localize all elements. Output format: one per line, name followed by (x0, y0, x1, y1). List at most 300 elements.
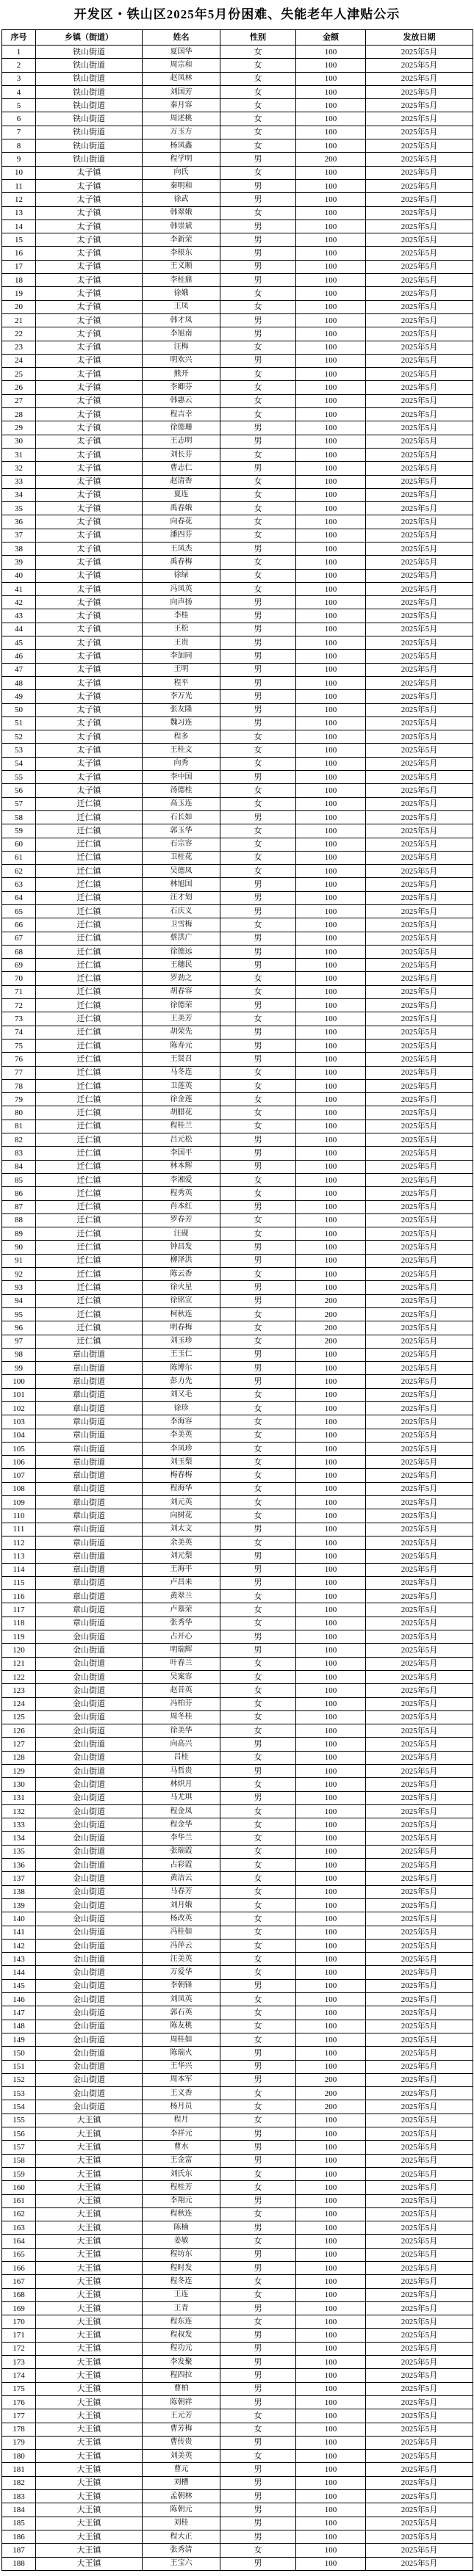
table-row (2, 2221, 473, 2235)
cell-amount: 100 (296, 287, 366, 300)
cell-name: 黄洁云 (143, 1872, 220, 1885)
cell-name: 刘凤英 (143, 1993, 220, 2006)
cell-amount: 100 (296, 1859, 366, 1872)
cell-amount: 100 (296, 1187, 366, 1200)
cell-gender: 男 (220, 1362, 296, 1375)
cell-town: 金山街道 (36, 1697, 143, 1710)
cell-gender: 男 (220, 1630, 296, 1644)
cell-name: 徐德珊 (143, 421, 220, 435)
cell-index: 154 (2, 2100, 36, 2114)
cell-gender: 女 (220, 2020, 296, 2033)
cell-amount: 100 (296, 2463, 366, 2476)
cell-date: 2025年5月 (366, 112, 473, 126)
cell-name: 程功元 (143, 2342, 220, 2355)
cell-index: 54 (2, 757, 36, 770)
cell-date: 2025年5月 (366, 1429, 473, 1442)
cell-date: 2025年5月 (366, 1791, 473, 1804)
cell-index: 63 (2, 878, 36, 891)
table-row (2, 381, 473, 394)
cell-name: 刘长芬 (143, 448, 220, 461)
cell-gender: 男 (220, 2154, 296, 2167)
cell-name: 胡春容 (143, 985, 220, 998)
cell-name: 石庆义 (143, 905, 220, 918)
cell-name: 林炽月 (143, 1778, 220, 1791)
cell-amount: 100 (296, 139, 366, 153)
cell-gender: 女 (220, 2544, 296, 2557)
cell-date: 2025年5月 (366, 2382, 473, 2395)
cell-gender: 女 (220, 730, 296, 744)
cell-amount: 100 (296, 824, 366, 838)
cell-amount: 100 (296, 1724, 366, 1738)
cell-name: 向声扬 (143, 596, 220, 609)
table-row (2, 1751, 473, 1764)
cell-gender: 男 (220, 676, 296, 689)
cell-index: 65 (2, 905, 36, 918)
cell-date: 2025年5月 (366, 1213, 473, 1227)
cell-date: 2025年5月 (366, 1469, 473, 1482)
table-row (2, 1335, 473, 1348)
cell-amount: 100 (296, 1710, 366, 1724)
cell-index: 121 (2, 1657, 36, 1670)
cell-date: 2025年5月 (366, 1724, 473, 1738)
cell-amount: 100 (296, 2395, 366, 2409)
cell-index: 143 (2, 1953, 36, 1966)
cell-town: 太子镇 (36, 233, 143, 247)
cell-name: 汪美英 (143, 1953, 220, 1966)
cell-amount: 200 (296, 2087, 366, 2100)
cell-gender: 女 (220, 2087, 296, 2100)
cell-index: 140 (2, 1912, 36, 1926)
cell-date: 2025年5月 (366, 1644, 473, 1657)
cell-town: 金山街道 (36, 1966, 143, 1979)
cell-index: 27 (2, 394, 36, 407)
cell-amount: 100 (296, 1832, 366, 1845)
cell-amount: 100 (296, 851, 366, 864)
table-row (2, 972, 473, 985)
cell-name: 明欢兴 (143, 354, 220, 367)
cell-amount: 100 (296, 1482, 366, 1495)
cell-gender: 女 (220, 1885, 296, 1898)
table-row (2, 918, 473, 932)
cell-index: 13 (2, 206, 36, 219)
cell-index: 55 (2, 771, 36, 784)
cell-town: 金山街道 (36, 1684, 143, 1697)
cell-amount: 100 (296, 1039, 366, 1052)
cell-amount: 100 (296, 1536, 366, 1549)
cell-amount: 100 (296, 2450, 366, 2463)
cell-amount: 100 (296, 2047, 366, 2060)
cell-index: 59 (2, 824, 36, 838)
cell-date: 2025年5月 (366, 2033, 473, 2046)
cell-index: 68 (2, 945, 36, 958)
cell-amount: 100 (296, 918, 366, 932)
cell-name: 冯凤英 (143, 582, 220, 595)
cell-town: 大王镇 (36, 2167, 143, 2180)
table-row (2, 2409, 473, 2423)
cell-index: 118 (2, 1617, 36, 1630)
cell-gender: 男 (220, 2301, 296, 2315)
cell-town: 金山街道 (36, 1657, 143, 1670)
cell-amount: 100 (296, 569, 366, 582)
cell-gender: 女 (220, 1966, 296, 1979)
table-row (2, 1724, 473, 1738)
cell-name: 卫桂花 (143, 851, 220, 864)
cell-amount: 100 (296, 932, 366, 945)
cell-name: 禹春娥 (143, 502, 220, 515)
cell-name: 秦月容 (143, 99, 220, 112)
cell-gender: 男 (220, 2463, 296, 2476)
cell-amount: 100 (296, 2020, 366, 2033)
cell-date: 2025年5月 (366, 502, 473, 515)
cell-index: 29 (2, 421, 36, 435)
table-row (2, 2382, 473, 2395)
cell-gender: 男 (220, 1241, 296, 1254)
cell-amount: 200 (296, 2100, 366, 2114)
cell-date: 2025年5月 (366, 2544, 473, 2557)
cell-index: 83 (2, 1147, 36, 1160)
cell-town: 大王镇 (36, 2194, 143, 2207)
cell-town: 大王镇 (36, 2463, 143, 2476)
cell-name: 陈寿元 (143, 1039, 220, 1052)
cell-gender: 女 (220, 1442, 296, 1455)
cell-date: 2025年5月 (366, 1670, 473, 1683)
cell-gender: 男 (220, 663, 296, 676)
cell-amount: 100 (296, 2409, 366, 2423)
cell-town: 金山街道 (36, 1832, 143, 1845)
cell-index: 128 (2, 1751, 36, 1764)
cell-name: 王连 (143, 2288, 220, 2301)
cell-name: 曹芳梅 (143, 2423, 220, 2436)
cell-index: 135 (2, 1845, 36, 1858)
cell-name: 程叔发 (143, 2329, 220, 2342)
cell-index: 180 (2, 2450, 36, 2463)
cell-index: 175 (2, 2382, 36, 2395)
cell-gender: 男 (220, 905, 296, 918)
cell-amount: 200 (296, 1294, 366, 1307)
table-row (2, 2006, 473, 2020)
cell-index: 1 (2, 46, 36, 59)
cell-gender: 男 (220, 2490, 296, 2503)
cell-town: 大王镇 (36, 2490, 143, 2503)
cell-index: 6 (2, 112, 36, 126)
cell-date: 2025年5月 (366, 2248, 473, 2261)
cell-gender: 男 (220, 2073, 296, 2086)
cell-name: 万玉方 (143, 126, 220, 139)
table-row (2, 2517, 473, 2530)
cell-name: 孟朝林 (143, 2490, 220, 2503)
cell-town: 迁仁镇 (36, 905, 143, 918)
cell-name: 余美英 (143, 1536, 220, 1549)
cell-town: 迁仁镇 (36, 1012, 143, 1026)
cell-date: 2025年5月 (366, 1281, 473, 1294)
cell-date: 2025年5月 (366, 1845, 473, 1858)
cell-amount: 100 (296, 341, 366, 354)
table-row (2, 1953, 473, 1966)
cell-amount: 100 (296, 1563, 366, 1576)
table-row (2, 1496, 473, 1509)
cell-amount: 100 (296, 502, 366, 515)
cell-index: 66 (2, 918, 36, 932)
cell-gender: 女 (220, 126, 296, 139)
cell-date: 2025年5月 (366, 1872, 473, 1885)
cell-town: 大王镇 (36, 2288, 143, 2301)
cell-date: 2025年5月 (366, 1173, 473, 1186)
cell-name: 周述桃 (143, 112, 220, 126)
table-row (2, 206, 473, 219)
cell-name: 张秀清 (143, 2544, 220, 2557)
cell-name: 李美英 (143, 1429, 220, 1442)
cell-amount: 100 (296, 636, 366, 650)
cell-name: 杨月员 (143, 2100, 220, 2114)
cell-name: 程秀英 (143, 1187, 220, 1200)
cell-gender: 男 (220, 2356, 296, 2369)
cell-index: 92 (2, 1268, 36, 1281)
cell-name: 冯萍云 (143, 1939, 220, 1952)
cell-index: 20 (2, 300, 36, 313)
cell-name: 陈朝元 (143, 2503, 220, 2517)
cell-index: 87 (2, 1200, 36, 1213)
cell-town: 太子镇 (36, 542, 143, 555)
cell-date: 2025年5月 (366, 2288, 473, 2301)
cell-amount: 100 (296, 1469, 366, 1482)
cell-gender: 男 (220, 2557, 296, 2570)
cell-gender: 女 (220, 1496, 296, 1509)
table-row (2, 1939, 473, 1952)
cell-date: 2025年5月 (366, 1227, 473, 1241)
cell-amount: 100 (296, 2194, 366, 2207)
cell-date: 2025年5月 (366, 1026, 473, 1039)
table-row (2, 824, 473, 838)
table-row (2, 1321, 473, 1335)
cell-amount: 100 (296, 2060, 366, 2073)
cell-amount: 100 (296, 1106, 366, 1120)
cell-amount: 100 (296, 394, 366, 407)
cell-gender: 女 (220, 784, 296, 797)
table-row (2, 126, 473, 139)
cell-town: 金山街道 (36, 1845, 143, 1858)
cell-gender: 女 (220, 797, 296, 810)
cell-gender: 男 (220, 1348, 296, 1361)
cell-town: 太子镇 (36, 475, 143, 488)
cell-gender: 男 (220, 435, 296, 448)
cell-index: 123 (2, 1684, 36, 1697)
cell-index: 124 (2, 1697, 36, 1710)
table-row (2, 1523, 473, 1536)
table-row (2, 1281, 473, 1294)
cell-name: 姜敏 (143, 2235, 220, 2248)
cell-amount: 100 (296, 784, 366, 797)
cell-index: 117 (2, 1603, 36, 1617)
cell-name: 赵凤林 (143, 72, 220, 85)
cell-date: 2025年5月 (366, 1657, 473, 1670)
cell-town: 迁仁镇 (36, 1066, 143, 1079)
cell-town: 迁仁镇 (36, 1268, 143, 1281)
cell-amount: 100 (296, 1213, 366, 1227)
cell-amount: 100 (296, 1066, 366, 1079)
table-row (2, 2301, 473, 2315)
cell-town: 章山街道 (36, 1442, 143, 1455)
cell-date: 2025年5月 (366, 851, 473, 864)
cell-name: 赵昔英 (143, 1684, 220, 1697)
cell-gender: 男 (220, 1375, 296, 1388)
cell-town: 金山街道 (36, 2020, 143, 2033)
cell-amount: 100 (296, 1979, 366, 1992)
cell-date: 2025年5月 (366, 1133, 473, 1147)
table-row (2, 596, 473, 609)
cell-date: 2025年5月 (366, 1550, 473, 1563)
cell-date: 2025年5月 (366, 1939, 473, 1952)
table-row (2, 1993, 473, 2006)
cell-name: 韩翠娥 (143, 206, 220, 219)
table-row (2, 462, 473, 475)
cell-index: 164 (2, 2235, 36, 2248)
cell-town: 章山街道 (36, 1469, 143, 1482)
cell-gender: 女 (220, 1173, 296, 1186)
cell-town: 大王镇 (36, 2557, 143, 2570)
cell-name: 禹春梅 (143, 556, 220, 569)
cell-gender: 女 (220, 1670, 296, 1683)
cell-gender: 女 (220, 1066, 296, 1079)
cell-gender: 女 (220, 1939, 296, 1952)
cell-index: 116 (2, 1590, 36, 1603)
cell-index: 141 (2, 1926, 36, 1939)
cell-index: 39 (2, 556, 36, 569)
cell-date: 2025年5月 (366, 784, 473, 797)
cell-index: 2 (2, 59, 36, 72)
cell-name: 刘月娥 (143, 1898, 220, 1912)
table-row (2, 2060, 473, 2073)
cell-name: 向秀 (143, 757, 220, 770)
cell-index: 11 (2, 179, 36, 192)
cell-date: 2025年5月 (366, 1039, 473, 1052)
cell-amount: 100 (296, 219, 366, 233)
cell-name: 柳泽洪 (143, 1254, 220, 1267)
table-row (2, 2181, 473, 2194)
cell-town: 太子镇 (36, 300, 143, 313)
cell-gender: 男 (220, 690, 296, 703)
cell-amount: 100 (296, 1281, 366, 1294)
cell-date: 2025年5月 (366, 394, 473, 407)
table-row (2, 1791, 473, 1804)
cell-index: 108 (2, 1482, 36, 1495)
cell-date: 2025年5月 (366, 2476, 473, 2489)
cell-town: 迁仁镇 (36, 810, 143, 824)
cell-date: 2025年5月 (366, 2020, 473, 2033)
cell-gender: 女 (220, 1012, 296, 1026)
table-row (2, 72, 473, 85)
cell-gender: 男 (220, 1523, 296, 1536)
cell-date: 2025年5月 (366, 2530, 473, 2543)
cell-gender: 女 (220, 851, 296, 864)
cell-amount: 100 (296, 1603, 366, 1617)
cell-index: 17 (2, 260, 36, 273)
cell-index: 4 (2, 85, 36, 98)
cell-date: 2025年5月 (366, 1187, 473, 1200)
table-row (2, 932, 473, 945)
cell-gender: 男 (220, 354, 296, 367)
cell-gender: 女 (220, 1106, 296, 1120)
cell-name: 魏习连 (143, 716, 220, 730)
cell-index: 28 (2, 408, 36, 421)
cell-name: 李卿芬 (143, 381, 220, 394)
cell-index: 185 (2, 2517, 36, 2530)
cell-date: 2025年5月 (366, 1778, 473, 1791)
cell-town: 迁仁镇 (36, 1160, 143, 1173)
cell-date: 2025年5月 (366, 972, 473, 985)
cell-town: 迁仁镇 (36, 1307, 143, 1321)
cell-date: 2025年5月 (366, 1697, 473, 1710)
cell-name: 明瑞辉 (143, 1644, 220, 1657)
cell-index: 8 (2, 139, 36, 153)
table-row (2, 959, 473, 972)
cell-town: 章山街道 (36, 1563, 143, 1576)
cell-name: 王美芳 (143, 1012, 220, 1026)
cell-town: 章山街道 (36, 1415, 143, 1429)
table-row (2, 878, 473, 891)
cell-gender: 女 (220, 502, 296, 515)
cell-index: 173 (2, 2356, 36, 2369)
table-row (2, 891, 473, 904)
cell-name: 占彩霞 (143, 1859, 220, 1872)
cell-index: 165 (2, 2248, 36, 2261)
table-row (2, 838, 473, 851)
table-row (2, 219, 473, 233)
cell-name: 马冬连 (143, 1066, 220, 1079)
cell-name: 周宗和 (143, 59, 220, 72)
cell-gender: 女 (220, 1227, 296, 1241)
cell-name: 李朝锋 (143, 1979, 220, 1992)
cell-name: 王志明 (143, 435, 220, 448)
cell-gender: 男 (220, 623, 296, 636)
cell-town: 大王镇 (36, 2329, 143, 2342)
cell-town: 大王镇 (36, 2436, 143, 2449)
cell-gender: 女 (220, 569, 296, 582)
cell-name: 曹柏 (143, 2382, 220, 2395)
cell-date: 2025年5月 (366, 1482, 473, 1495)
cell-town: 大王镇 (36, 2181, 143, 2194)
cell-index: 152 (2, 2073, 36, 2086)
cell-gender: 女 (220, 1993, 296, 2006)
cell-amount: 100 (296, 2329, 366, 2342)
cell-amount: 100 (296, 596, 366, 609)
table-row (2, 1456, 473, 1469)
cell-date: 2025年5月 (366, 1442, 473, 1455)
cell-name: 程秋连 (143, 2207, 220, 2221)
cell-index: 36 (2, 515, 36, 529)
cell-town: 章山街道 (36, 1388, 143, 1401)
cell-town: 迁仁镇 (36, 1120, 143, 1133)
cell-index: 18 (2, 274, 36, 287)
cell-amount: 100 (296, 985, 366, 998)
table-row (2, 1644, 473, 1657)
cell-name: 徐珍 (143, 1401, 220, 1415)
table-row (2, 1307, 473, 1321)
cell-index: 53 (2, 744, 36, 757)
cell-town: 大王镇 (36, 2476, 143, 2489)
cell-name: 李祥元 (143, 2127, 220, 2141)
cell-date: 2025年5月 (366, 797, 473, 810)
table-row (2, 2476, 473, 2489)
cell-gender: 女 (220, 2450, 296, 2463)
cell-date: 2025年5月 (366, 1710, 473, 1724)
cell-index: 78 (2, 1079, 36, 1092)
table-row (2, 1576, 473, 1589)
cell-gender: 男 (220, 274, 296, 287)
cell-town: 章山街道 (36, 1536, 143, 1549)
cell-index: 129 (2, 1765, 36, 1778)
cell-index: 69 (2, 959, 36, 972)
cell-town: 章山街道 (36, 1348, 143, 1361)
